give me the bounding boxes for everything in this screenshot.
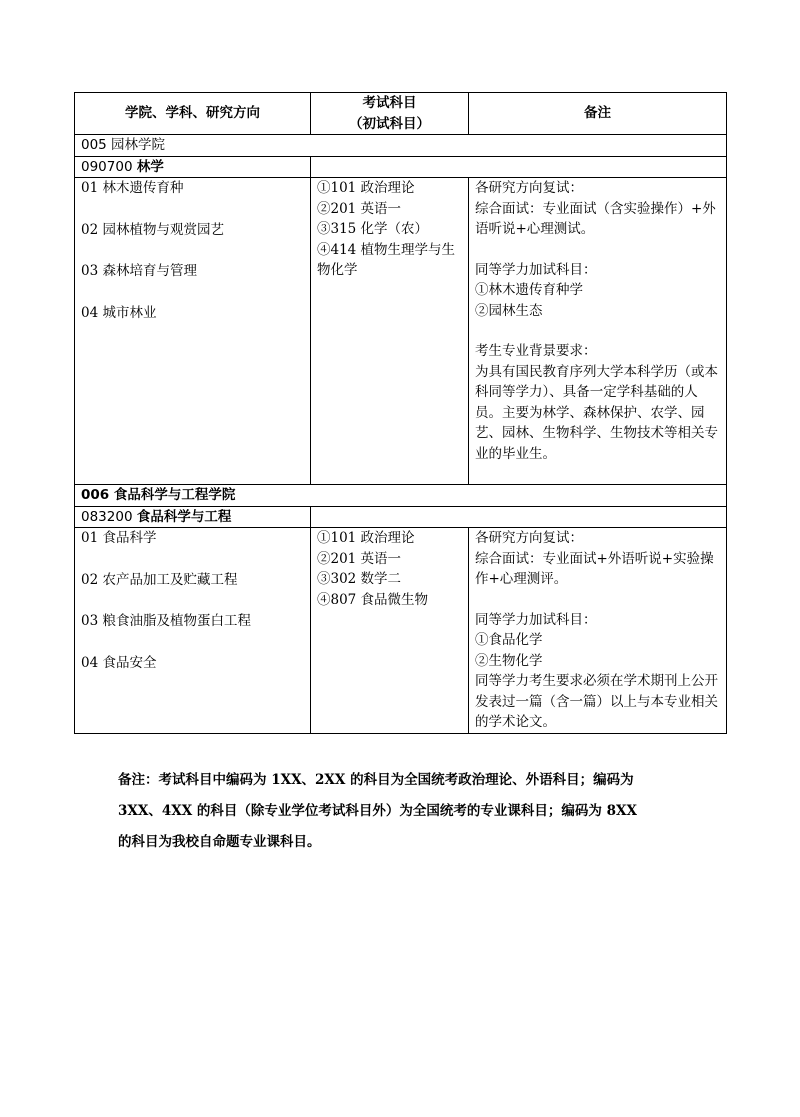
subject-item: ④414 植物生理学与生物化学 bbox=[317, 241, 456, 278]
footer-note-line: 备注：考试科目中编码为 1XX、2XX 的科目为全国统考政治理论、外语科目；编码为 bbox=[118, 772, 634, 788]
header-remarks: 备注 bbox=[469, 93, 727, 135]
background-title: 考生专业背景要求： bbox=[475, 343, 597, 359]
subject-item: ①101 政治理论 bbox=[317, 180, 415, 196]
extra-subject-item: ①林木遗传育种学 bbox=[475, 282, 583, 298]
extra-subject-item: ②园林生态 bbox=[475, 302, 543, 319]
exam-subjects bbox=[311, 528, 469, 734]
retest-title: 各研究方向复试： bbox=[475, 530, 583, 546]
college-name: 005 园林学院 bbox=[75, 135, 727, 157]
header-exam-subjects bbox=[311, 93, 469, 135]
content-row bbox=[75, 178, 727, 485]
subject-item: ②201 英语一 bbox=[317, 550, 402, 567]
extra-subject-note: 同等学力考生要求必须在学术期刊上公开发表过一篇（含一篇）以上与本专业相关的学术论文。 bbox=[475, 673, 718, 730]
major-code: 090700 bbox=[81, 158, 133, 175]
remarks bbox=[469, 178, 727, 485]
direction-item: 01 食品科学 bbox=[81, 530, 157, 546]
content-row bbox=[75, 528, 727, 734]
college-name: 006 食品科学与工程学院 bbox=[75, 485, 727, 507]
direction-item: 02 园林植物与观赏园艺 bbox=[81, 221, 224, 238]
direction-item: 04 食品安全 bbox=[81, 654, 157, 671]
subject-item: ①101 政治理论 bbox=[317, 530, 415, 546]
extra-subjects-title: 同等学力加试科目： bbox=[475, 261, 597, 278]
table-header-row bbox=[75, 93, 727, 135]
exam-subjects-table bbox=[74, 92, 727, 734]
retest-body: 综合面试：专业面试+外语听说+实验操作+心理测评。 bbox=[475, 550, 714, 587]
footer-note-line: 3XX、4XX 的科目（除专业学位考试科目外）为全国统考的专业课科目；编码为 8XX bbox=[118, 803, 637, 819]
major-empty-cell bbox=[311, 156, 727, 178]
direction-item: 02 农产品加工及贮藏工程 bbox=[81, 571, 238, 588]
extra-subjects-title: 同等学力加试科目： bbox=[475, 611, 597, 628]
retest-title: 各研究方向复试： bbox=[475, 180, 583, 196]
major-cell bbox=[75, 156, 311, 178]
direction-item: 03 粮食油脂及植物蛋白工程 bbox=[81, 613, 251, 629]
header-exam-subjects-line1: 考试科目 bbox=[362, 95, 417, 111]
exam-subjects bbox=[311, 178, 469, 485]
extra-subject-item: ②生物化学 bbox=[475, 652, 543, 669]
remarks bbox=[469, 528, 727, 734]
subject-item: ③302 数学二 bbox=[317, 571, 402, 587]
subject-item: ②201 英语一 bbox=[317, 200, 402, 217]
research-directions bbox=[75, 178, 311, 485]
extra-subject-item: ①食品化学 bbox=[475, 632, 543, 648]
major-row bbox=[75, 156, 727, 178]
major-name: 食品科学与工程 bbox=[136, 508, 232, 525]
research-directions bbox=[75, 528, 311, 734]
major-empty-cell bbox=[311, 506, 727, 528]
header-exam-subjects-line2: （初试科目） bbox=[349, 115, 430, 132]
subject-item: ③315 化学（农） bbox=[317, 221, 429, 237]
footer-note-line: 的科目为我校自命题专业课科目。 bbox=[118, 834, 321, 850]
college-row bbox=[75, 485, 727, 507]
major-name: 林学 bbox=[136, 158, 164, 175]
footer-note bbox=[118, 765, 698, 858]
subject-item: ④807 食品微生物 bbox=[317, 591, 429, 608]
college-row bbox=[75, 135, 727, 157]
major-code: 083200 bbox=[81, 508, 133, 525]
major-row bbox=[75, 506, 727, 528]
direction-item: 04 城市林业 bbox=[81, 304, 157, 321]
background-body: 为具有国民教育序列大学本科学历（或本科同等学力）、具备一定学科基础的人员。主要为林学、森林保护、农学、园艺、园林、生物科学、生物技术等相关专业的毕业生。 bbox=[475, 363, 718, 462]
major-cell bbox=[75, 506, 311, 528]
retest-body: 综合面试：专业面试（含实验操作）+外语听说+心理测试。 bbox=[475, 200, 716, 237]
header-college-discipline: 学院、学科、研究方向 bbox=[75, 93, 311, 135]
direction-item: 01 林木遗传育种 bbox=[81, 180, 184, 196]
direction-item: 03 森林培育与管理 bbox=[81, 263, 197, 279]
